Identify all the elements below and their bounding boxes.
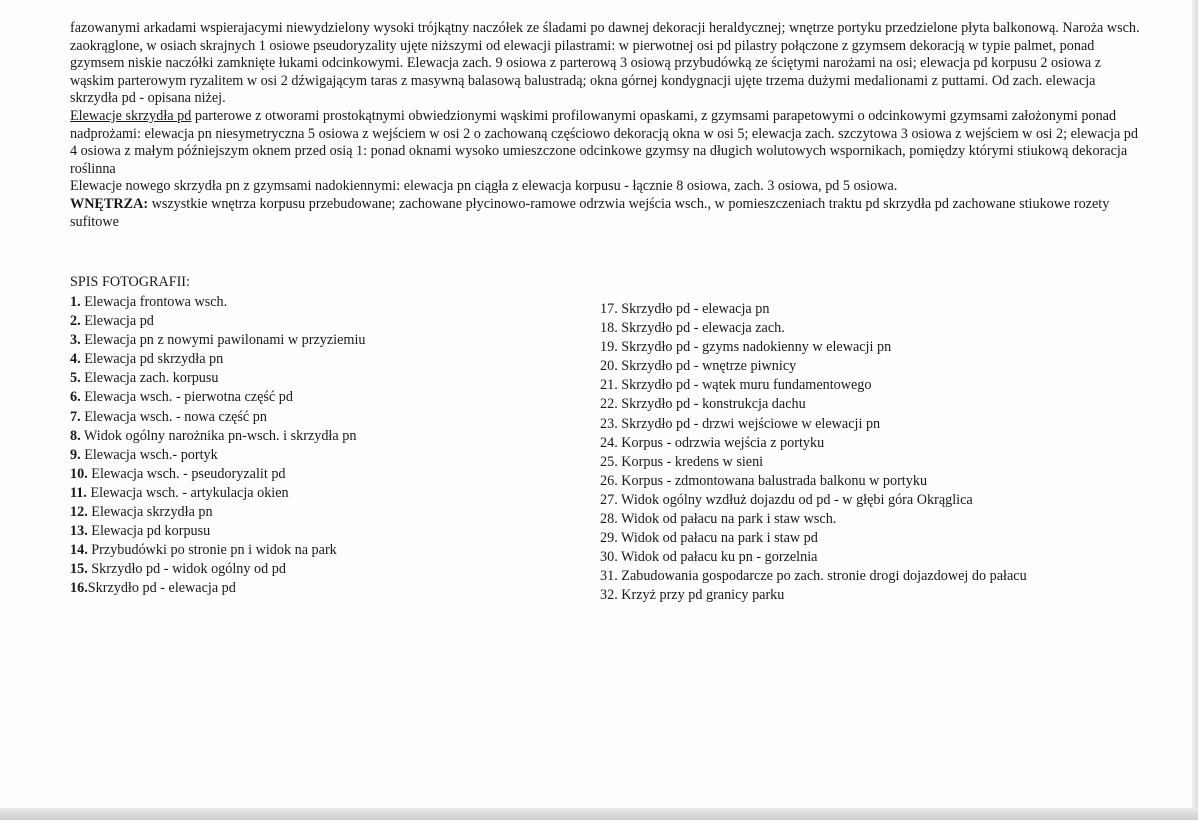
description-text <box>70 20 1140 231</box>
list-item: 21. Skrzydło pd - wątek muru fundamentowego <box>600 377 872 394</box>
list-item: 8. Widok ogólny narożnika pn-wsch. i skrzydła pn <box>70 427 357 444</box>
list-item: 11. Elewacja wsch. - artykulacja okien <box>70 484 289 501</box>
list-item: 6. Elewacja wsch. - pierwotna część pd <box>70 389 293 406</box>
list-item: 19. Skrzydło pd - gzyms nadokienny w elewacji pn <box>600 339 892 356</box>
photo-list-right-column <box>600 300 1160 606</box>
list-item: 26. Korpus - zdmontowana balustrada balkonu w portyku <box>600 472 928 489</box>
list-item: 23. Skrzydło pd - drzwi wejściowe w elewacji pn <box>600 415 881 432</box>
list-item: 32. Krzyż przy pd granicy parku <box>600 587 785 604</box>
photo-list-left-column <box>70 293 570 599</box>
list-item: 1. Elewacja frontowa wsch. <box>70 294 228 310</box>
description-paragraph-1: fazowanymi arkadami wspierajacymi niewydzielony wysoki trójkątny naczółek ze śladami po dawnej dekoracji heraldycznej; wnętrze portyku przedzielone płyta balkonową. Naroża wsch. zaokrąglone, w osiach skrajnych 1 osiowe pseudoryzality ujęte niższymi od elewacji pilastrami: w pierwotnej osi pd pilastry połączone z gzymsem dekoracją w typie palmet, ponad gzymsem niskie naczółki zamknięte łukami odcinkowymi. Elewacja zach. 9 osiowa z parterową 3 osiową przybudówką ze ściętymi narożami na osi; elewacja pd korpusu 2 osiowa z wąskim parterowym ryzalitem w osi 2 dźwigającym taras z masywną balasową balustradą; okna górnej kondygnacji ujęte trzema dużymi medalionami z puttami. Od zach. elewacja skrzydła pd - opisana niżej. <box>70 20 1140 107</box>
list-item: 17. Skrzydło pd - elewacja pn <box>600 301 770 317</box>
list-item: 30. Widok od pałacu ku pn - gorzelnia <box>600 549 818 566</box>
list-item: 20. Skrzydło pd - wnętrze piwnicy <box>600 358 797 375</box>
list-item: 5. Elewacja zach. korpusu <box>70 370 219 387</box>
list-item: 13. Elewacja pd korpusu <box>70 523 211 540</box>
list-item: 7. Elewacja wsch. - nowa część pn <box>70 408 267 425</box>
list-item: 12. Elewacja skrzydła pn <box>70 504 213 521</box>
paragraph-2-text: parterowe z otworami prostokątnymi obwiedzionymi wąskimi profilowanymi opaskami, z gzymsami parapetowymi o odcinkowymi gzymsami założonymi ponad nadprożami: elewacja pn niesymetryczna 5 osiowa z wejściem w osi 2 o zachowaną częściowo dekoracją okna w osi 5; elewacja zach. szczytowa 3 osiowa z wejściem w osi 2; elewacja pd 4 osiowa z małym późniejszym oknem przed osią 1: ponad oknami wysoko umieszczone odcinkowe gzymsy na długich wolutowych wspornikach, pomiędzy którymi stiukową dekoracja roślinna <box>70 107 1138 177</box>
list-item: 22. Skrzydło pd - konstrukcja dachu <box>600 396 806 413</box>
list-item: 28. Widok od pałacu na park i staw wsch. <box>600 511 837 528</box>
list-item: 14. Przybudówki po stronie pn i widok na park <box>70 542 337 559</box>
paragraph-4-text: wszystkie wnętrza korpusu przebudowane; zachowane płycinowo-ramowe odrzwia wejścia wsch., w pomieszczeniach traktu pd skrzydła pd zachowane stiukowe rozety sufitowe <box>70 195 1110 230</box>
list-item: 3. Elewacja pn z nowymi pawilonami w przyziemiu <box>70 332 366 349</box>
page-right-edge-shadow <box>1192 0 1198 820</box>
list-item: 16.Skrzydło pd - elewacja pd <box>70 580 236 597</box>
list-item: 9. Elewacja wsch.- portyk <box>70 446 218 463</box>
description-paragraph-4 <box>70 196 1140 231</box>
list-item: 10. Elewacja wsch. - pseudoryzalit pd <box>70 465 286 482</box>
list-item: 29. Widok od pałacu na park i staw pd <box>600 530 818 547</box>
description-paragraph-3: Elewacje nowego skrzydła pn z gzymsami nadokiennymi: elewacja pn ciągła z elewacja korpusu - łącznie 8 osiowa, zach. 3 osiowa, pd 5 osiowa. <box>70 178 898 195</box>
list-item: 27. Widok ogólny wzdłuż dojazdu od pd - w głębi góra Okrąglica <box>600 491 973 508</box>
list-item: 31. Zabudowania gospodarcze po zach. stronie drogi dojazdowej do pałacu <box>600 568 1027 585</box>
list-item: 4. Elewacja pd skrzydła pn <box>70 351 224 368</box>
list-item: 18. Skrzydło pd - elewacja zach. <box>600 320 785 337</box>
underlined-heading: Elewacje skrzydła pd <box>70 107 192 124</box>
list-item: 24. Korpus - odrzwia wejścia z portyku <box>600 434 825 451</box>
interiors-heading: WNĘTRZA: <box>70 195 149 212</box>
description-paragraph-2 <box>70 108 1140 178</box>
list-item: 15. Skrzydło pd - widok ogólny od pd <box>70 561 286 578</box>
list-item: 25. Korpus - kredens w sieni <box>600 453 764 470</box>
page-bottom-edge-shadow <box>0 808 1198 820</box>
photo-list-title: SPIS FOTOGRAFII: <box>70 274 190 290</box>
list-item: 2. Elewacja pd <box>70 313 154 330</box>
